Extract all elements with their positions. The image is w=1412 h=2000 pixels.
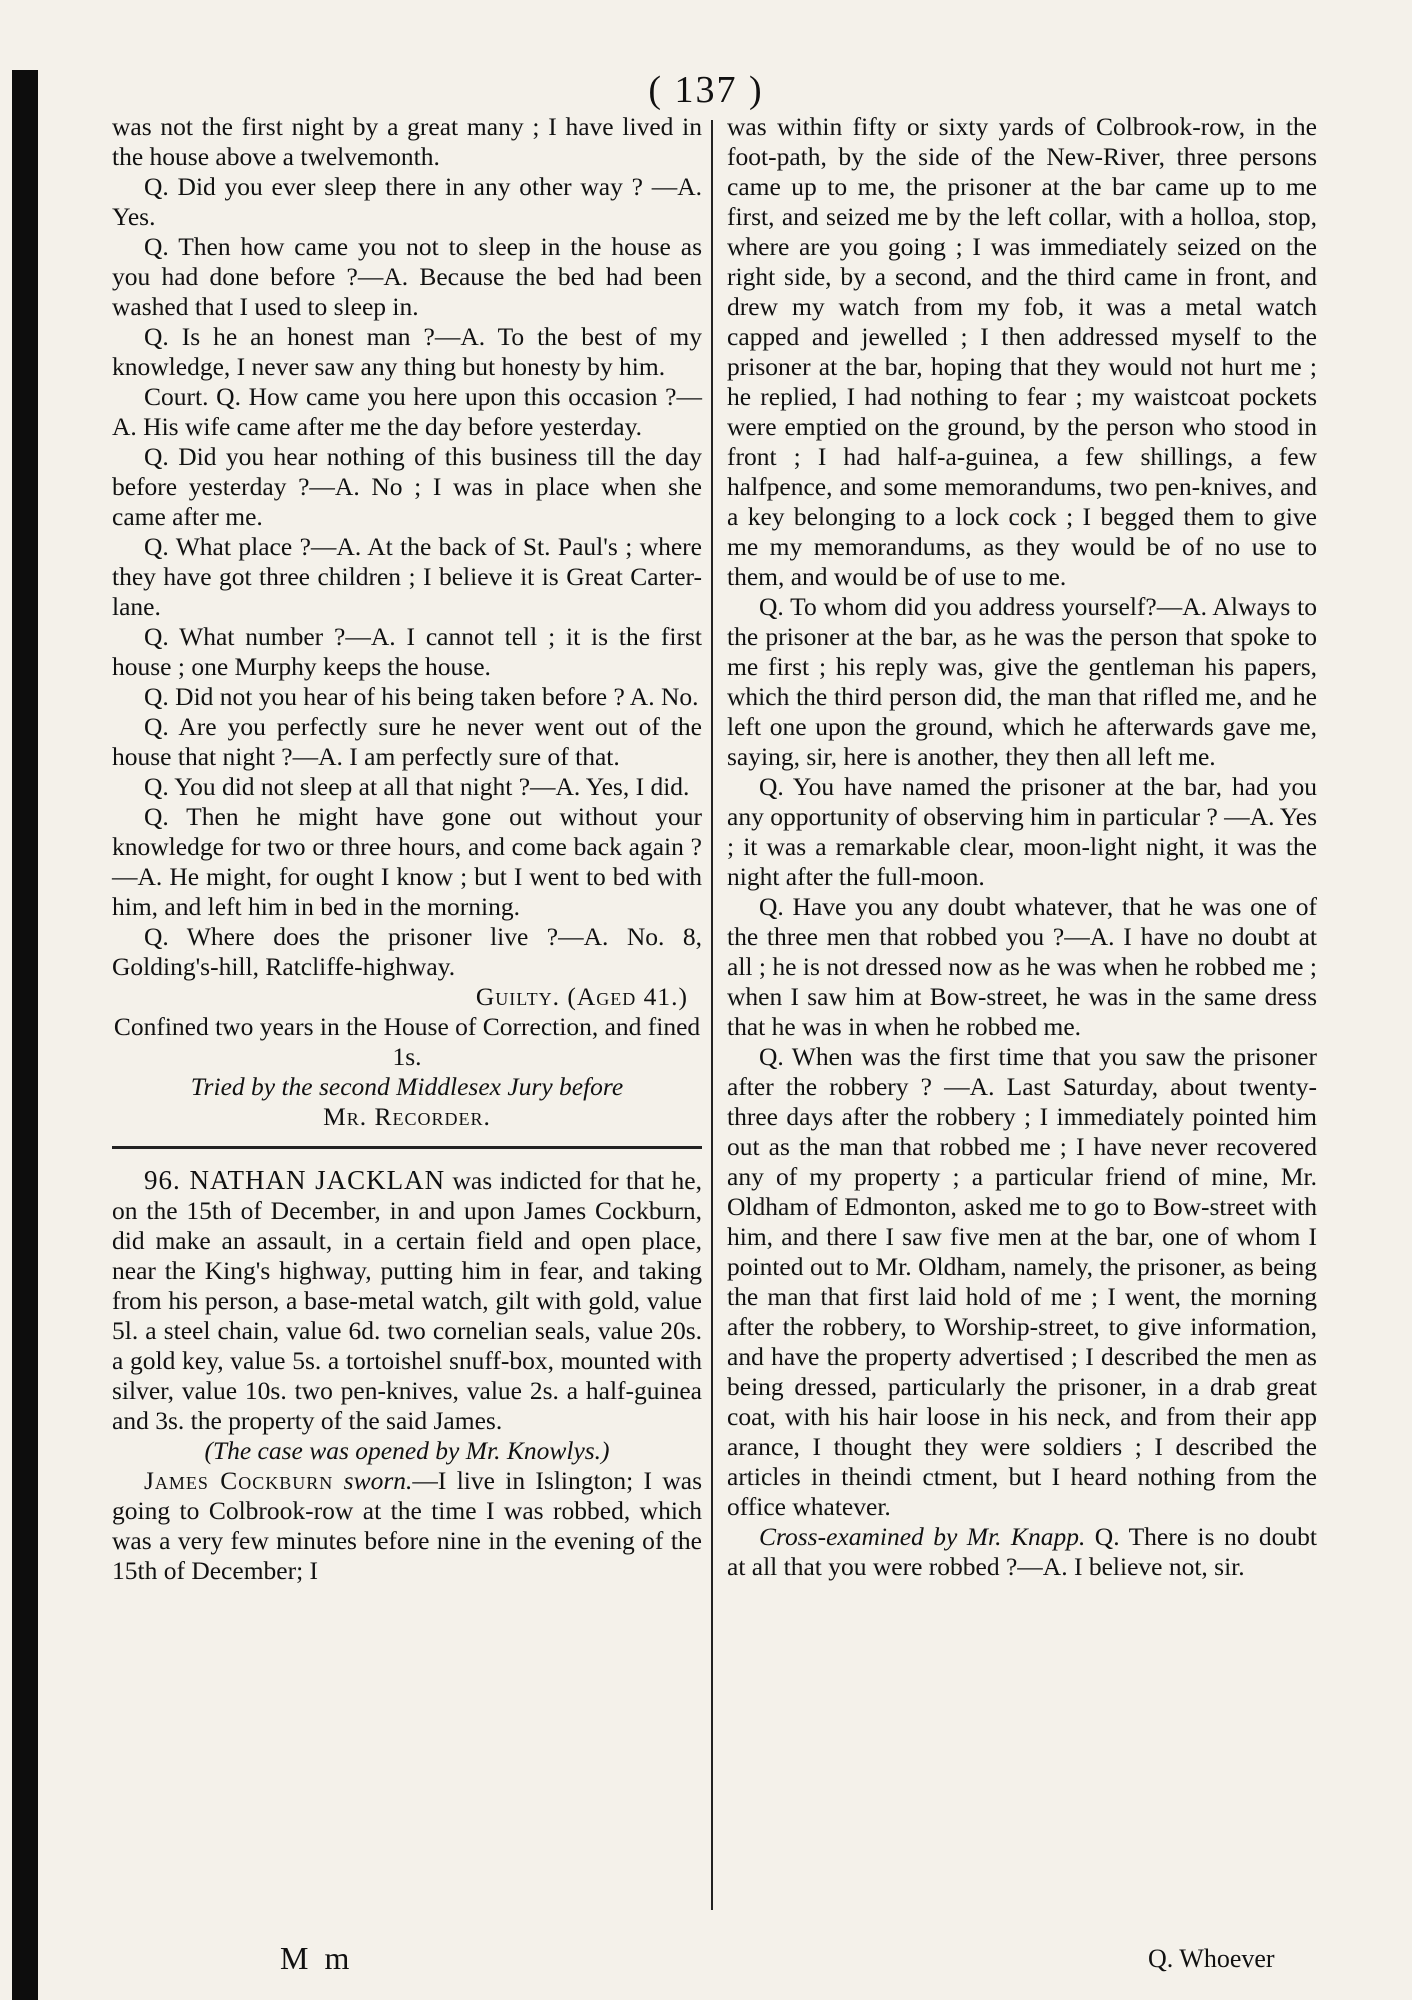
cross-label: Cross-examined by Mr. Knapp. xyxy=(759,1522,1086,1551)
witness-testimony xyxy=(112,1466,702,1586)
defendant-name: 96. NATHAN JACKLAN xyxy=(144,1165,446,1195)
paragraph: Q. What number ?—A. I cannot tell ; it is the first house ; one Murphy keeps the house. xyxy=(112,622,702,681)
paragraph: Q. Where does the prisoner live ?—A. No. 8, Golding's-hill, Ratcliffe-highway. xyxy=(112,922,702,981)
paragraph: was not the first night by a great many ; I have lived in the house above a twelvemonth. xyxy=(112,112,702,171)
signature-mark: M m xyxy=(280,1940,354,1976)
catchword: Q. Whoever xyxy=(1148,1944,1275,1973)
indictment-paragraph xyxy=(112,1165,702,1436)
paragraph: Q. Did you ever sleep there in any other way ? —A. Yes. xyxy=(112,172,702,231)
paragraph: Q. You have named the prisoner at the bar, had you any opportunity of observing him in particular ? —A. Yes ; it was a remarkable clear, moon-light night, it was the night after the full-moon. xyxy=(727,772,1317,891)
witness-text: —I live in Islington; I was going to Colbrook-row at the time I was robbed, which was a very few minutes before nine in the evening of the 15th of December; I xyxy=(112,1466,703,1585)
page-number: ( 137 ) xyxy=(648,69,764,111)
indictment-text: was indicted for that he, on the 15th of December, in and upon James Cockburn, did make an assault, in a certain field and open place, near the King's highway, putting him in fear, and taking from his person, a base-metal watch, gilt with gold, value 5l. a steel chain, value 6d. two cornelian seals, value 20s. a gold key, value 5s. a tortoishel snuff-box, mounted with silver, value 10s. two pen-knives, value 2s. a half-guinea and 3s. the property of the said James. xyxy=(112,1166,702,1435)
cross-examination xyxy=(727,1522,1317,1582)
paragraph: Q. Did you hear nothing of this business till the day before yesterday ?—A. No ; I was in place when she came after me. xyxy=(112,442,702,531)
paragraph: Q. Then he might have gone out without your knowledge for two or three hours, and come back again ?—A. He might, for ought I know ; but I went to bed with him, and left him in bed in the morning. xyxy=(112,802,702,921)
paragraph: Q. Is he an honest man ?—A. To the best of my knowledge, I never saw any thing but honesty by him. xyxy=(112,322,702,381)
tried-by: Tried by the second Middlesex Jury before xyxy=(190,1072,624,1101)
paragraph: Q. When was the first time that you saw the prisoner after the robbery ? —A. Last Saturday, about twenty-three days after the robbery ; I immediately pointed him out as the man that robbed me ; I have never recovered any of my property ; a particular friend of mine, Mr. Oldham of Edmonton, asked me to go to Bow-street with him, and there I saw five men at the bar, one of whom I pointed out to Mr. Oldham, namely, the prisoner, as being the man that first laid hold of me ; I went, the morning after the robbery, to Worship-street, to give information, and have the property advertised ; I described the men as being dressed, particularly the prisoner, in a drab great coat, with his hair loose in his neck, and from their app arance, I thought they were soldiers ; I described the articles in theindi ctment, but I heard nothing from the office whatever. xyxy=(727,1042,1317,1521)
left-column xyxy=(112,112,702,1586)
paragraph: Q. What place ?—A. At the back of St. Paul's ; where they have got three children ; I believe it is Great Carter-lane. xyxy=(112,532,702,621)
case-opened: (The case was opened by Mr. Knowlys.) xyxy=(204,1436,610,1465)
sentence: Confined two years in the House of Correction, and fined 1s. xyxy=(113,1012,701,1071)
cross-text: Q. There is no doubt at all that you were robbed ?—A. I believe not, sir. xyxy=(727,1522,1318,1581)
paragraph: Q. Did not you hear of his being taken before ? A. No. xyxy=(144,682,699,711)
paragraph: Q. Are you perfectly sure he never went out of the house that night ?—A. I am perfectly sure of that. xyxy=(112,712,702,771)
paragraph: Q. Have you any doubt whatever, that he was one of the three men that robbed you ?—A. I have no doubt at all ; he is not dressed now as he was when he robbed me ; when I saw him at Bow-street, he was in the same dress that he was in when he robbed me. xyxy=(727,892,1317,1041)
paragraph: Q. Then how came you not to sleep in the house as you had done before ?—A. Because the bed had been washed that I used to sleep in. xyxy=(112,232,702,321)
paragraph: Q. You did not sleep at all that night ?—A. Yes, I did. xyxy=(144,772,690,801)
paragraph: was within fifty or sixty yards of Colbrook-row, in the foot-path, by the side of the New-River, three persons came up to me, the prisoner at the bar came up to me first, and seized me by the left collar, with a holloa, stop, where are you going ; I was immediately seized on the right side, by a second, and the third came in front, and drew my watch from my fob, it was a metal watch capped and jewelled ; I then addressed myself to the prisoner at the bar, hoping that they would not hurt me ; he replied, I had nothing to fear ; my waistcoat pockets were emptied on the ground, by the person who stood in front ; I had half-a-guinea, a few shillings, a few halfpence, and some memorandums, two pen-knives, and a key belonging to a lock cock ; I begged them to give me my memorandums, as they would be of no use to them, and would be of use to me. xyxy=(727,112,1317,591)
right-column xyxy=(727,112,1317,1582)
paragraph: Q. To whom did you address yourself?—A. Always to the prisoner at the bar, as he was the person that spoke to me first ; his reply was, give the gentleman his papers, which the third person did, the man that rifled me, and he left one upon the ground, which he afterwards gave me, saying, sir, here is another, they then all left me. xyxy=(727,592,1317,771)
witness-name: James Cockburn xyxy=(144,1466,334,1495)
verdict: Guilty. (Aged 41.) xyxy=(475,982,688,1011)
section-divider xyxy=(112,1146,702,1149)
paragraph: Court. Q. How came you here upon this occasion ?—A. His wife came after me the day before yesterday. xyxy=(112,382,702,441)
witness-sworn: sworn. xyxy=(343,1466,413,1495)
column-divider xyxy=(711,120,713,1910)
binding-edge xyxy=(12,70,38,2000)
recorder: Mr. Recorder. xyxy=(323,1102,491,1131)
